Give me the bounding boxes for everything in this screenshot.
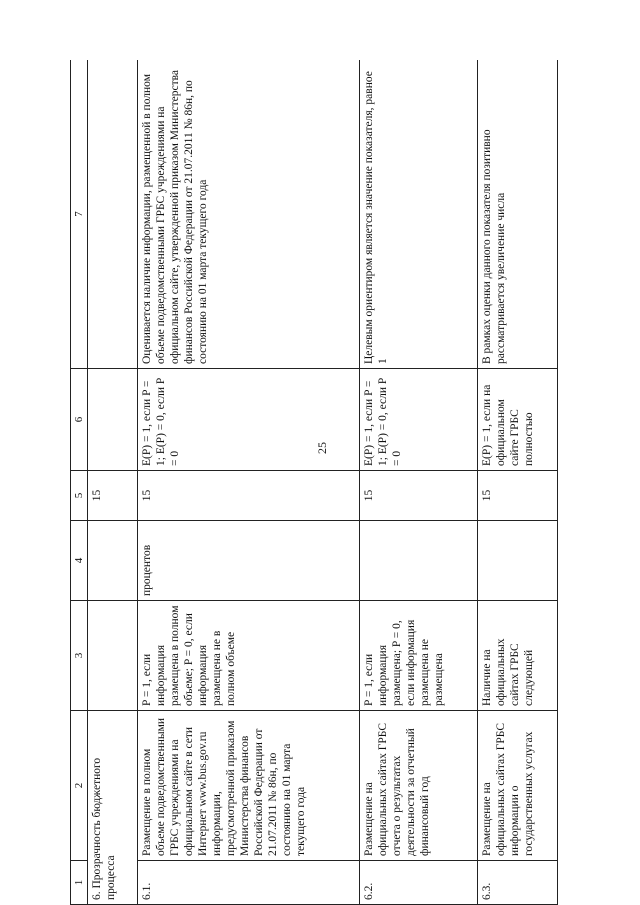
row-score: E(P) = 1, если P = 1; E(P) = 0, если P = 0 (138, 369, 360, 471)
row-weight: 15 (478, 471, 558, 521)
row-unit (478, 521, 558, 601)
row-score: E(P) = 1, если на официальном сайте ГРБС полностью (478, 369, 558, 471)
section-weight: 15 (88, 471, 138, 521)
row-number: 6.1. (138, 861, 360, 905)
row-weight: 15 (360, 471, 478, 521)
row-comment: В рамках оценки данного показателя позитивно рассматривается увеличение числа (478, 60, 558, 369)
section-row (88, 60, 138, 905)
header-col-6: 6 (71, 369, 88, 471)
section-label: 6. Прозрачность бюджетного процесса (88, 711, 138, 905)
table-row (478, 60, 558, 905)
row-name: Размещение на официальных сайтах ГРБС отчета о результатах деятельности за отчетный финансовый год (360, 711, 478, 861)
header-col-1: 1 (71, 861, 88, 905)
header-col-4: 4 (71, 521, 88, 601)
row-name: Размещение в полном объеме подведомственными ГРБС учреждениями на официальном сайте в сети Интернет www.bus.gov.ru информации, предусмотренной приказом Министерства финансов Российской Федерации от 21.07.2011 № 86н, по состоянию на 01 марта текущего года (138, 711, 360, 861)
header-col-5: 5 (71, 471, 88, 521)
row-name: Размещение на официальных сайтах ГРБС информации о государственных услугах (478, 711, 558, 861)
header-col-7: 7 (71, 60, 88, 369)
row-score: E(P) = 1, если P = 1; E(P) = 0, если P = 0 (360, 369, 478, 471)
row-number: 6.3. (478, 861, 558, 905)
table-row (360, 60, 478, 905)
header-row (71, 60, 88, 905)
indicators-table (70, 60, 558, 905)
page-number: 25 (315, 442, 329, 454)
table-row (138, 60, 360, 905)
header-col-3: 3 (71, 601, 88, 711)
row-number: 6.2. (360, 861, 478, 905)
row-formula: P = 1, если информация размещена в полном объеме; P = 0, если информация размещена не в полном объеме (138, 601, 360, 711)
row-unit (360, 521, 478, 601)
row-comment: Целевым ориентиром является значение показателя, равное 1 (360, 60, 478, 369)
row-weight: 15 (138, 471, 360, 521)
row-formula: P = 1, если информация размещена; P = 0, если информация размещена не размещена (360, 601, 478, 711)
row-formula: Наличие на официальных сайтах ГРБС следующей (478, 601, 558, 711)
row-unit: процентов (138, 521, 360, 601)
row-comment: Оценивается наличие информации, размещенной в полном объеме подведомственными ГРБС учреждениями на официальном сайте, утвержденной приказом Министерства финансов Российской Федерации от 21.07.2011 № 86н, по состоянию на 01 марта текущего года (138, 60, 360, 369)
rotated-table-container (70, 60, 640, 905)
rotated-table-frame (70, 60, 640, 905)
header-col-2: 2 (71, 711, 88, 861)
